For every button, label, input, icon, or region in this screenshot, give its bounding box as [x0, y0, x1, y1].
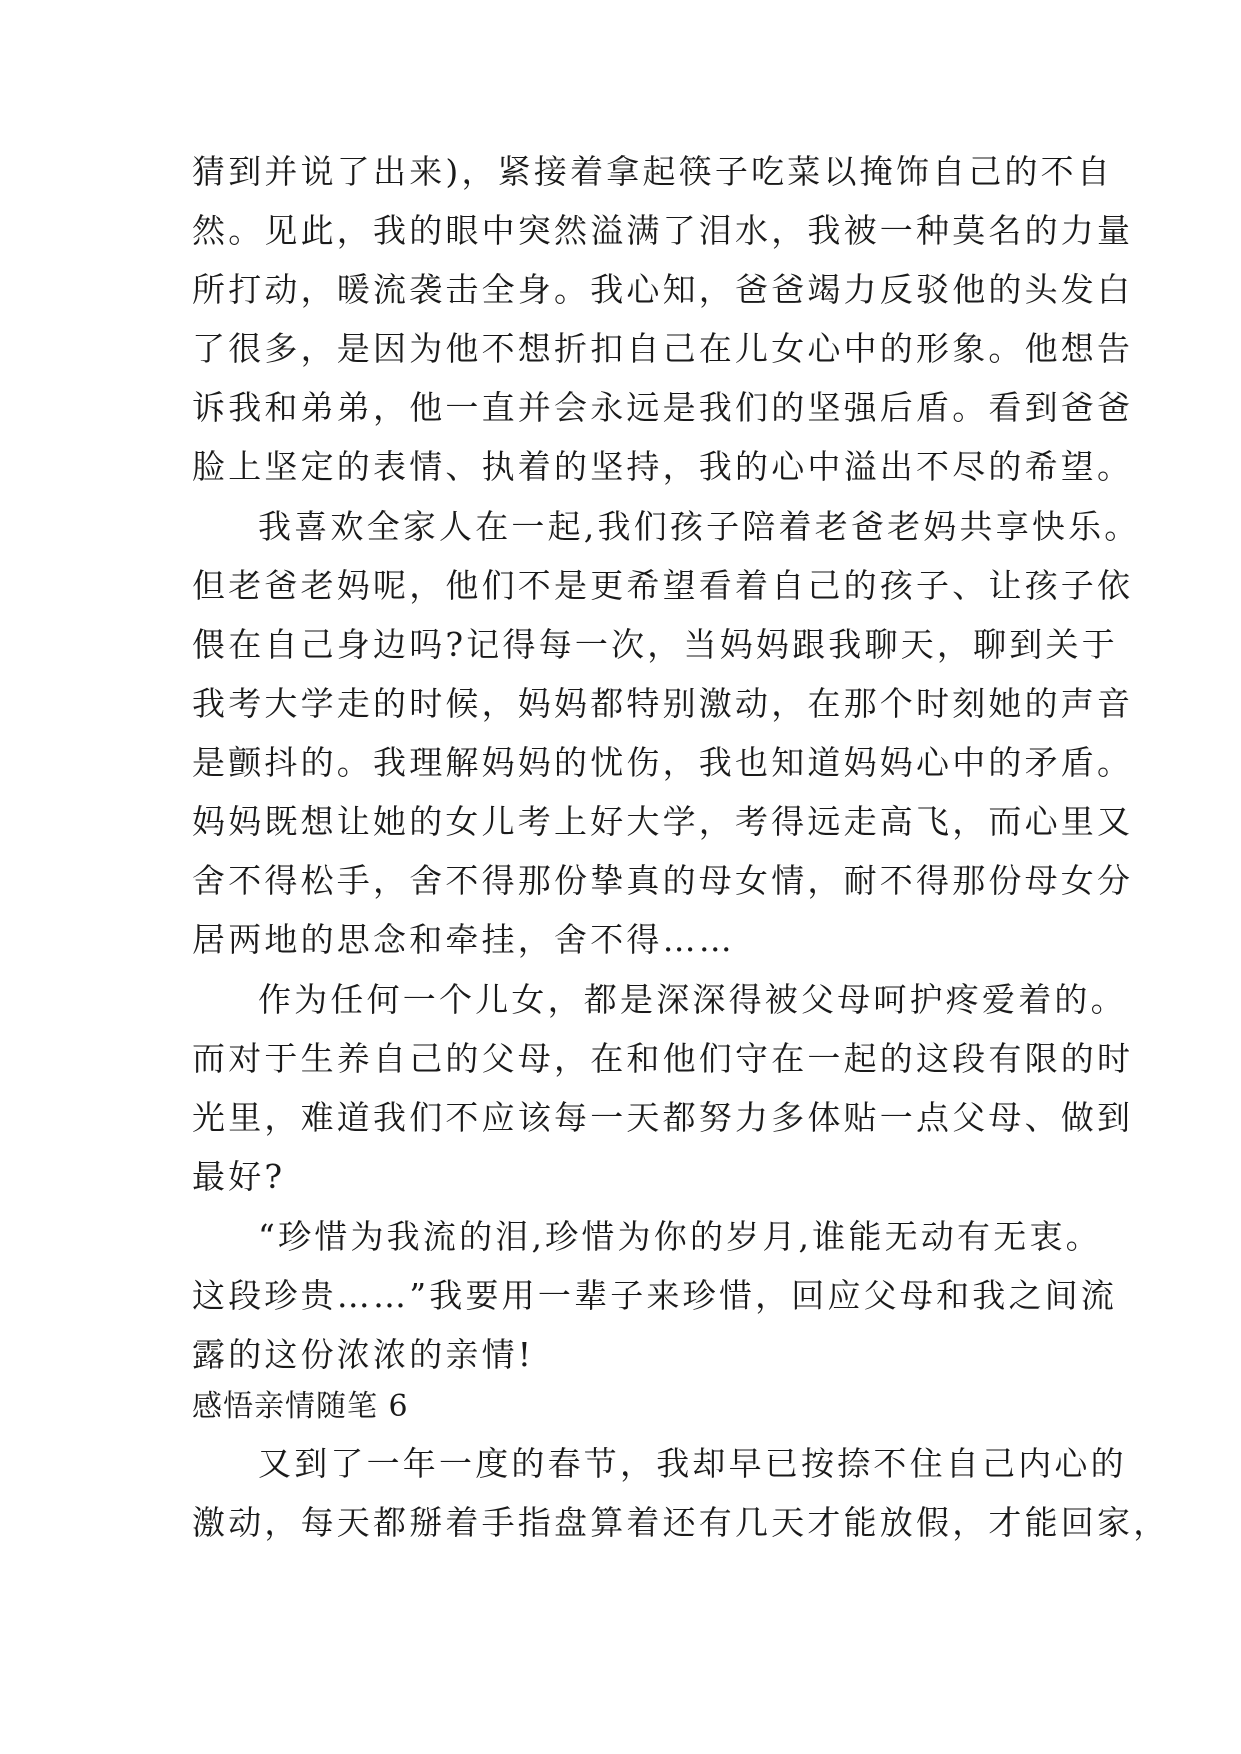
- text-line: 了很多，是因为他不想折扣自己在儿女心中的形象。他想告: [192, 329, 1134, 368]
- paragraph-first-line: 作为任何一个儿女，都是深深得被父母呵护疼爱着的。: [258, 980, 1127, 1019]
- text-line: 但老爸老妈呢，他们不是更希望看着自己的孩子、让孩子依: [192, 566, 1134, 605]
- text-line: 偎在自己身边吗?记得每一次，当妈妈跟我聊天，聊到关于: [192, 625, 1118, 664]
- text-line: 脸上坚定的表情、执着的坚持，我的心中溢出不尽的希望。: [192, 447, 1134, 486]
- paragraph-first-line: “珍惜为我流的泪,珍惜为你的岁月,谁能无动有无衷。: [258, 1217, 1102, 1256]
- text-line: 激动，每天都掰着手指盘算着还有几天才能放假，才能回家，: [192, 1503, 1170, 1542]
- text-line: 这段珍贵……”我要用一辈子来珍惜，回应父母和我之间流: [192, 1276, 1118, 1315]
- paragraph-first-line: 又到了一年一度的春节，我却早已按捺不住自己内心的: [258, 1444, 1127, 1483]
- text-line: 光里，难道我们不应该每一天都努力多体贴一点父母、做到: [192, 1098, 1134, 1137]
- text-line: 最好?: [192, 1157, 286, 1196]
- text-line: 露的这份浓浓的亲情!: [192, 1335, 535, 1374]
- text-line: 所打动，暖流袭击全身。我心知，爸爸竭力反驳他的头发白: [192, 270, 1134, 309]
- text-line: 猜到并说了出来)，紧接着拿起筷子吃菜以掩饰自己的不自: [192, 152, 1114, 191]
- section-title: 感悟亲情随笔 6: [192, 1389, 409, 1424]
- text-line: 而对于生养自己的父母，在和他们守在一起的这段有限的时: [192, 1039, 1134, 1078]
- text-line: 我考大学走的时候，妈妈都特别激动，在那个时刻她的声音: [192, 684, 1134, 723]
- text-line: 是颤抖的。我理解妈妈的忧伤，我也知道妈妈心中的矛盾。: [192, 743, 1134, 782]
- text-line: 妈妈既想让她的女儿考上好大学，考得远走高飞，而心里又: [192, 802, 1134, 841]
- text-line: 然。见此，我的眼中突然溢满了泪水，我被一种莫名的力量: [192, 211, 1134, 250]
- text-line: 居两地的思念和牵挂，舍不得……: [192, 920, 735, 959]
- text-line: 舍不得松手，舍不得那份挚真的母女情，耐不得那份母女分: [192, 861, 1134, 900]
- paragraph-first-line: 我喜欢全家人在一起,我们孩子陪着老爸老妈共享快乐。: [258, 507, 1141, 546]
- text-line: 诉我和弟弟，他一直并会永远是我们的坚强后盾。看到爸爸: [192, 388, 1134, 427]
